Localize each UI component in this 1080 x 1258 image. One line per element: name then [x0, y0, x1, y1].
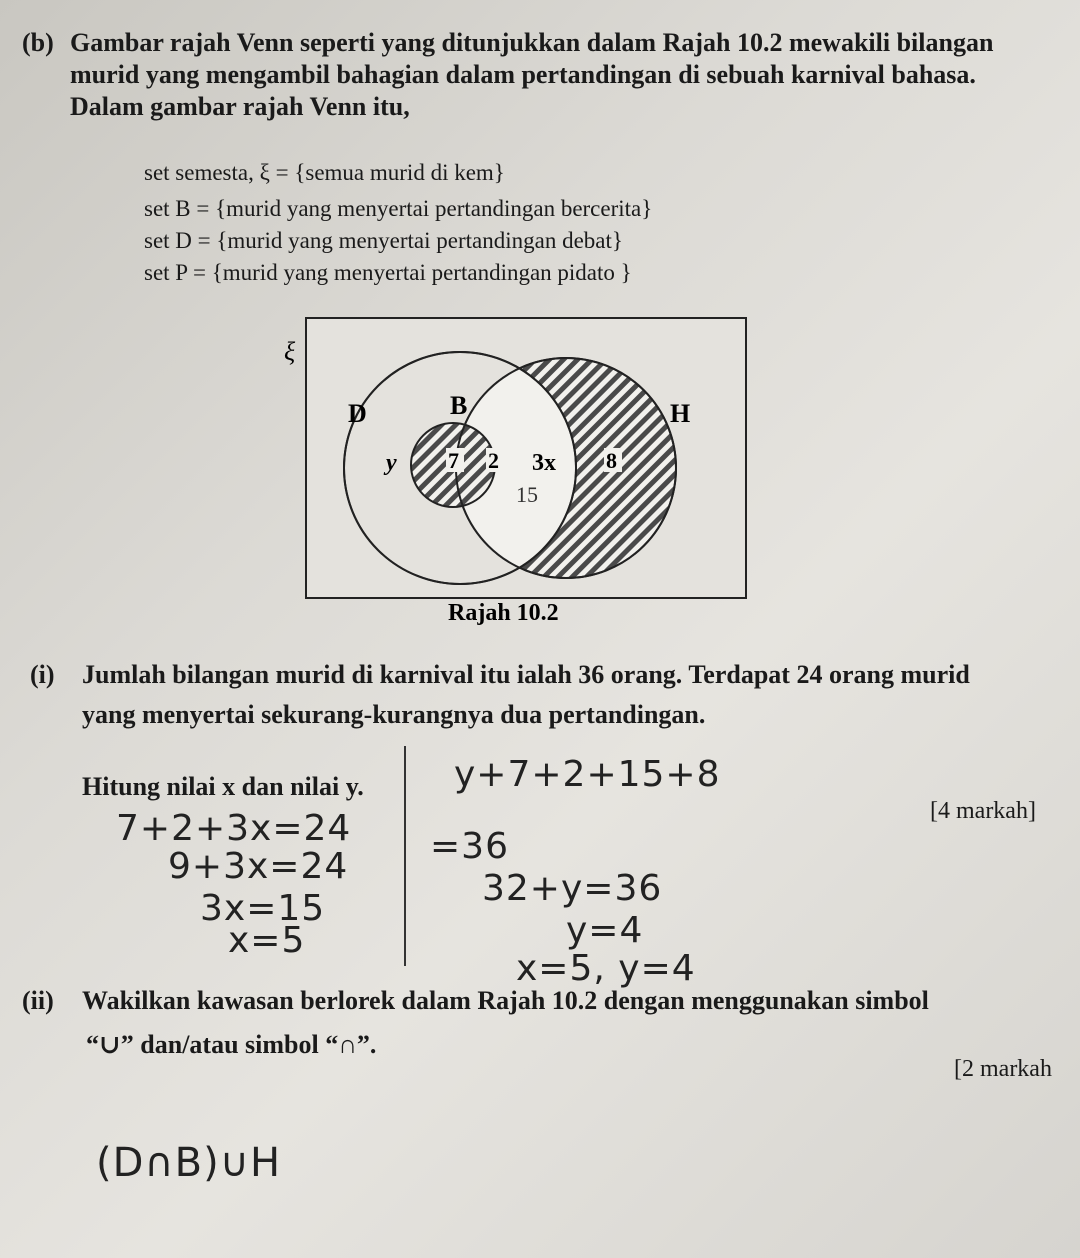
label-D: D	[348, 399, 367, 428]
working-left-3: 3x=15	[200, 888, 326, 929]
intro-line-3: Dalam gambar rajah Venn itu,	[70, 92, 410, 121]
region-3x: 3x	[532, 450, 556, 476]
set-P: set P = {murid yang menyertai pertandingan pidato }	[144, 260, 632, 285]
working-right-3: 32+y=36	[482, 868, 663, 909]
venn-diagram	[270, 310, 760, 630]
intro-line-1: Gambar rajah Venn seperti yang ditunjukkan dalam Rajah 10.2 mewakili bilangan	[70, 28, 994, 57]
question-i-label: (i)	[30, 660, 55, 689]
region-y: y	[386, 450, 397, 476]
question-ii-marks: [2 markah	[954, 1056, 1052, 1082]
label-B: B	[450, 391, 468, 420]
set-D: set D = {murid yang menyertai pertandingan debat}	[144, 228, 623, 253]
region-8: 8	[606, 448, 617, 473]
figure-caption: Rajah 10.2	[448, 600, 559, 626]
set-B: set B = {murid yang menyertai pertandingan bercerita}	[144, 196, 653, 221]
question-ii-label: (ii)	[22, 986, 54, 1015]
label-H: H	[670, 399, 691, 428]
answer-ii: (D∩B)∪H	[96, 1140, 282, 1186]
universal-symbol: ξ	[284, 337, 296, 366]
question-i-marks: [4 markah]	[930, 798, 1036, 824]
working-right-5: x=5, y=4	[516, 948, 696, 989]
working-right-1: y+7+2+15+8	[454, 754, 721, 795]
set-universal: set semesta, ξ = {semua murid di kem}	[144, 160, 505, 185]
question-i-line-2: yang menyertai sekurang-kurangnya dua pertandingan.	[82, 700, 706, 729]
working-left-2: 9+3x=24	[168, 846, 349, 887]
question-ii-line-2: “∪” dan/atau simbol “∩”.	[86, 1030, 377, 1059]
region-2: 2	[488, 448, 499, 473]
question-i-line-1: Jumlah bilangan murid di karnival itu ialah 36 orang. Terdapat 24 orang murid	[82, 660, 970, 689]
handwritten-15: 15	[516, 482, 538, 507]
intro-line-2: murid yang mengambil bahagian dalam pertandingan di sebuah karnival bahasa.	[70, 60, 976, 89]
question-i-instruction: Hitung nilai x dan nilai y.	[82, 772, 364, 801]
working-right-4: y=4	[566, 910, 644, 951]
question-ii-line-1: Wakilkan kawasan berlorek dalam Rajah 10.2 dengan menggunakan simbol	[82, 986, 929, 1015]
working-right-2: =36	[430, 826, 509, 867]
part-label: (b)	[22, 28, 54, 57]
working-left-4: x=5	[228, 920, 306, 961]
region-7: 7	[448, 448, 459, 473]
working-divider	[404, 746, 406, 966]
working-left-1: 7+2+3x=24	[116, 808, 352, 849]
